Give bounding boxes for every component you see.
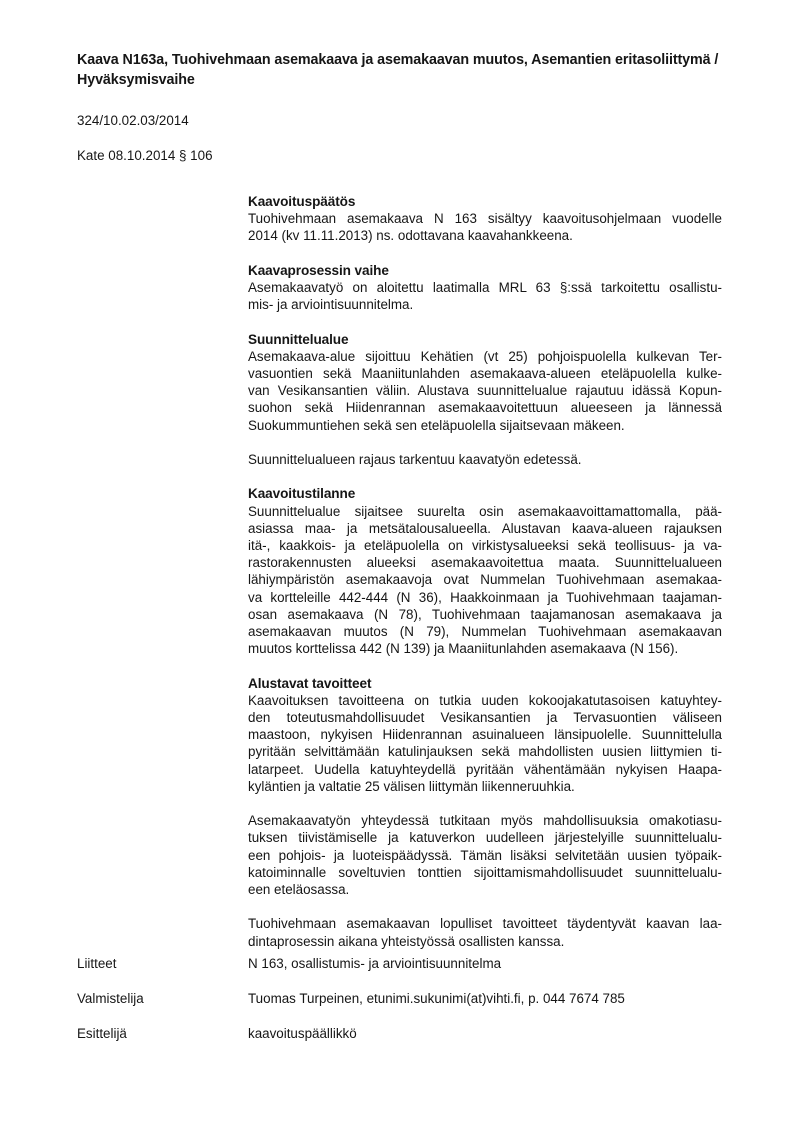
document-footer — [77, 955, 794, 1042]
footer-label: Liitteet — [77, 955, 117, 971]
paragraph-line: mis- ja arviointisuunnitelma. — [248, 297, 414, 313]
title-line: Kaava N163a, Tuohivehmaan asemakaava ja asemakaavan muutos, Asemantien eritasoliittymä / — [77, 52, 719, 68]
paragraph — [248, 692, 722, 795]
footer-row — [77, 955, 794, 972]
footer-value: kaavoituspäällikkö — [248, 1025, 357, 1041]
section — [248, 675, 722, 950]
paragraph — [248, 279, 722, 313]
paragraph-line: Suokummuntiehen sekä sen eteläpuolella sijaitsevaan mäkeen. — [248, 417, 625, 433]
paragraph-line: Kaavoituksen tavoitteena on tutkia uuden kokoojakatutasoisen katuyhtey- — [248, 692, 722, 708]
paragraph-line: kyläntien ja valtatie 25 välisen liittymän liikenneruuhkia. — [248, 778, 575, 794]
paragraph-line: Suunnittelualue sijaitsee suurelta osin asemakaavoittamattomalla, pää- — [248, 503, 722, 519]
footer-label: Esittelijä — [77, 1025, 127, 1041]
paragraph-line: latarpeet. Uudella katuyhteydellä pyritään vähentämään nykyisen Haapa- — [248, 761, 722, 777]
paragraph-line: lähiympäristön asemakaavoja ovat Nummelan Tuohivehmaan asemakaa- — [248, 572, 722, 588]
footer-row — [77, 990, 794, 1007]
paragraph-line: een eteläosassa. — [248, 882, 350, 898]
section-heading: Kaavoituspäätös — [248, 194, 356, 209]
paragraph-line: een pohjois- ja luoteispäädyssä. Tämän lisäksi selvitetään uusien työpaik- — [248, 847, 722, 863]
section — [248, 331, 722, 469]
title-line: Hyväksymisvaihe — [77, 72, 195, 88]
paragraph — [248, 348, 722, 434]
paragraph-line: tuksen tiivistämiselle ja katuverkon uudelleen järjestelyille suunnittelualu- — [248, 830, 722, 846]
paragraph-line: Tuohivehmaan asemakaava N 163 sisältyy kaavoitusohjelmaan vuodelle — [248, 211, 722, 227]
section-heading: Kaavaprosessin vaihe — [248, 262, 389, 278]
paragraph — [248, 915, 722, 949]
paragraph-line: suohon sekä Hiidenrannan asemakaavoitettuun alueeseen ja lännessä — [248, 400, 722, 416]
paragraph — [248, 210, 722, 244]
footer-value: Tuomas Turpeinen, etunimi.sukunimi(at)vihti.fi, p. 044 7674 785 — [248, 990, 625, 1006]
paragraph-line: asiassa maa- ja metsätalousalueella. Alustavan kaava-alueen rajauksen — [248, 520, 722, 536]
section — [248, 485, 722, 657]
paragraph — [248, 451, 722, 468]
paragraph-line: asemakaavan muutos (N 79), Nummelan Tuohivehmaan asemakaavan — [248, 624, 722, 640]
paragraph-line: osan asemakaava (N 78), Tuohivehmaan taajamanosan asemakaava ja — [248, 606, 722, 622]
sections-container — [248, 193, 722, 950]
document-title — [77, 50, 794, 90]
diary-number: 324/10.02.03/2014 — [77, 113, 189, 128]
document-body — [248, 193, 722, 950]
paragraph — [248, 503, 722, 658]
footer-label: Valmistelija — [77, 990, 144, 1006]
paragraph-line: Asemakaava-alue sijoittuu Kehätien (vt 25) pohjoispuolella kulkevan Ter- — [248, 348, 722, 364]
section-heading: Kaavoitustilanne — [248, 486, 356, 502]
paragraph-line: muutos korttelissa 442 (N 139) ja Maaniitunlahden asemakaava (N 156). — [248, 641, 679, 657]
footer-row — [77, 1025, 794, 1042]
paragraph-line: va kortteleille 442-444 (N 36), Haakkoinmaan ja Tuohivehmaan taajaman- — [248, 589, 722, 605]
paragraph — [248, 812, 722, 898]
paragraph-line: vasuontien sekä Maaniitunlahden asemakaava-alueen eteläpuolella kulke- — [248, 366, 722, 381]
paragraph-line: Suunnittelualueen rajaus tarkentuu kaavatyön edetessä. — [248, 452, 582, 467]
paragraph-line: dintaprosessin aikana yhteistyössä osallisten kanssa. — [248, 933, 565, 949]
footer-value: N 163, osallistumis- ja arviointisuunnitelma — [248, 955, 502, 971]
paragraph-line: 2014 (kv 11.11.2013) ns. odottavana kaavahankkeena. — [248, 228, 573, 244]
paragraph-line: rastorakennusten alueeksi asemakaavoitettua maata. Suunnittelualueen — [248, 555, 722, 571]
paragraph-line: pyritään selvittämään katulinjauksen sekä mahdollisten uusien liittymien ti- — [248, 744, 722, 760]
paragraph-line: Asemakaavatyön yhteydessä tutkitaan myös mahdollisuuksia omakotiasu- — [248, 813, 722, 829]
section — [248, 262, 722, 314]
paragraph-line: itä-, kaakkois- ja eteläpuolella on virkistysalueeksi sekä teollisuus- ja va- — [248, 538, 722, 553]
paragraph-line: Tuohivehmaan asemakaavan lopulliset tavoitteet täydentyvät kaavan laa- — [248, 916, 722, 932]
paragraph-line: Asemakaavatyö on aloitettu laatimalla MRL 63 §:ssä tarkoitettu osallistu- — [248, 280, 722, 295]
meeting-reference: Kate 08.10.2014 § 106 — [77, 148, 213, 163]
paragraph-line: den toteutusmahdollisuudet Vesikansantien ja Tervasuontien väliseen — [248, 710, 722, 726]
section — [248, 193, 722, 245]
section-heading: Alustavat tavoitteet — [248, 675, 372, 691]
paragraph-line: maastoon, nykyisen Hiidenrannan asuinalueen länsipuolelle. Suunnittelulla — [248, 727, 722, 743]
paragraph-line: van Vesikansantien väliin. Alustava suunnittelualue rajautuu idässä Kopun- — [248, 383, 722, 399]
section-heading: Suunnittelualue — [248, 331, 349, 347]
paragraph-line: katoiminnalle soveltuvien tonttien sijoittamismahdollisuudet suunnittelualu- — [248, 864, 722, 880]
document-header — [77, 50, 794, 164]
